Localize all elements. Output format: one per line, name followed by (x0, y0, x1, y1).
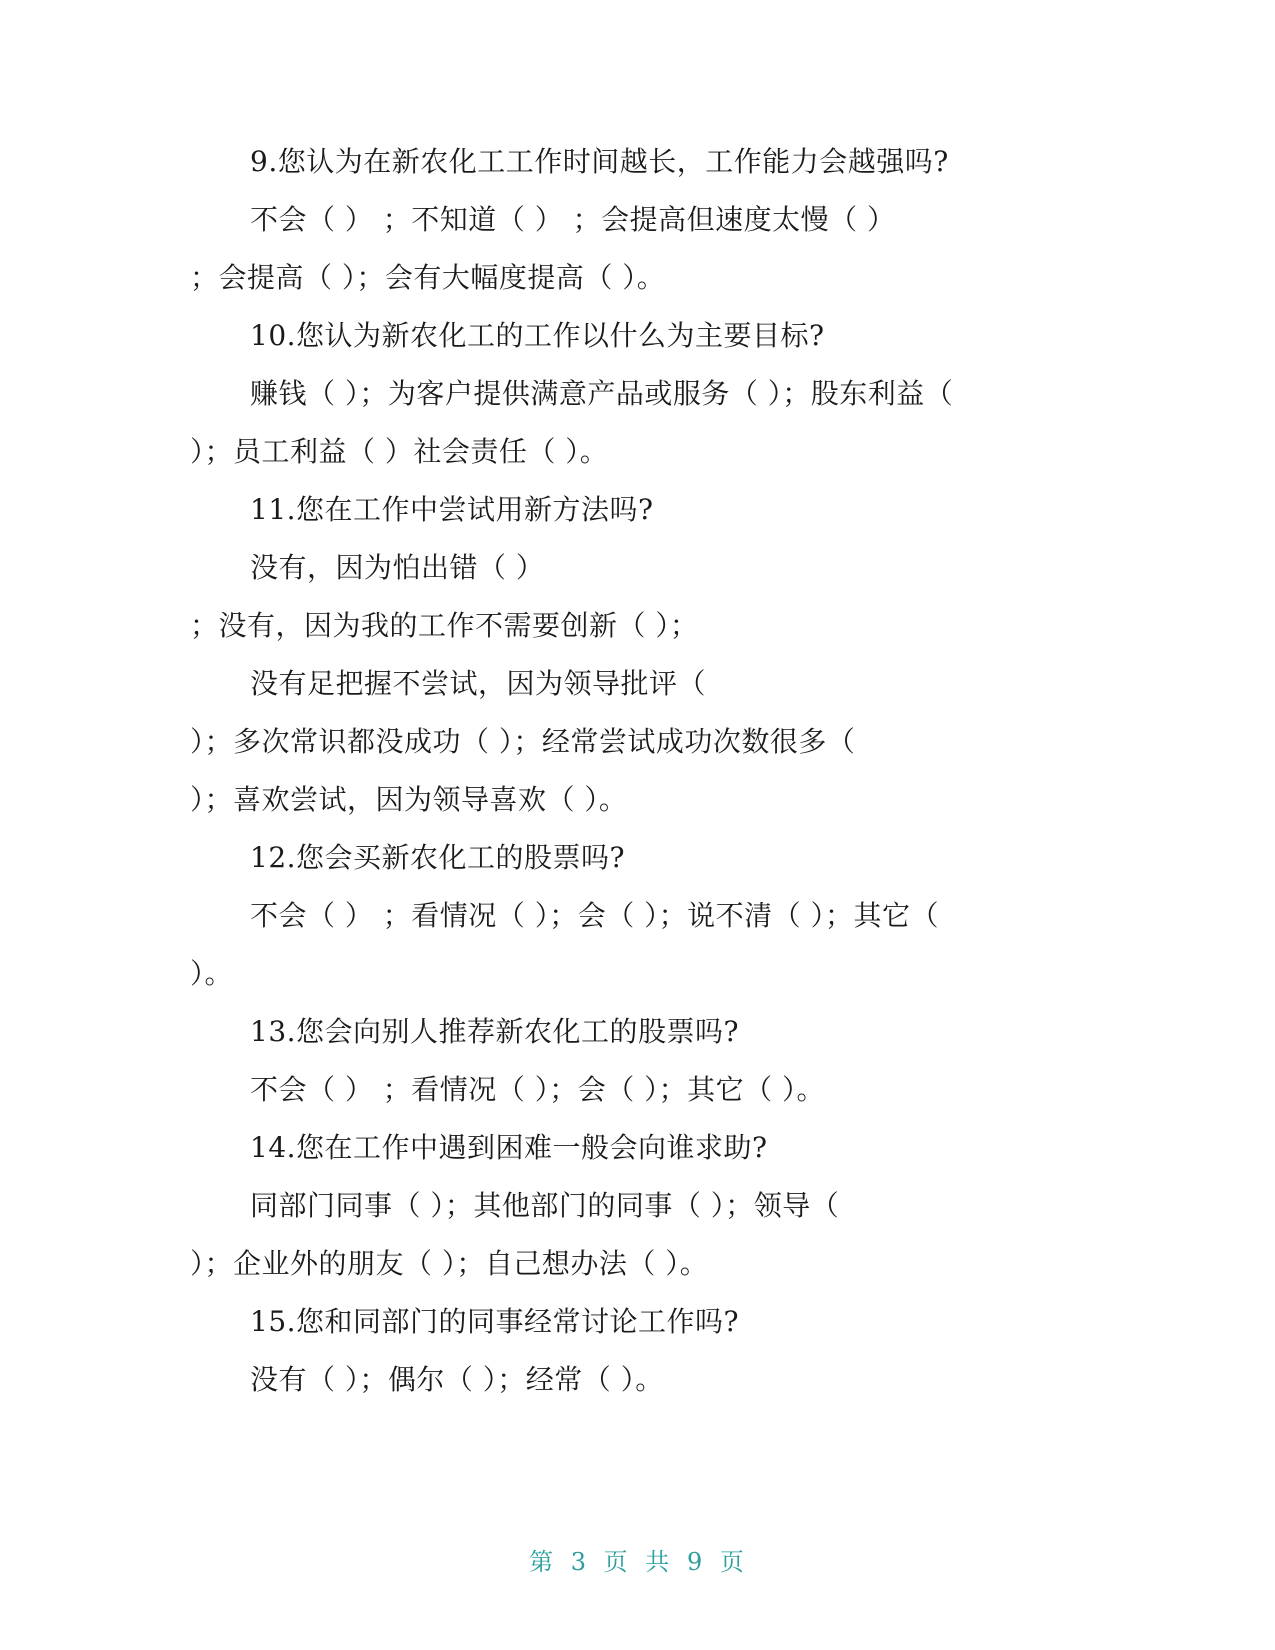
question-9-options-cont: ；会提高（ ）；会有大幅度提高（ ）。 (190, 261, 666, 294)
question-10-options-cont: ）；员工利益（ ）社会责任（ ）。 (190, 435, 609, 468)
page-footer: 第 3 页 共 9 页 (529, 1548, 746, 1576)
question-9-options: 不会（ ） ；不知道（ ） ；会提高但速度太慢（ ） (250, 203, 896, 236)
question-15-options: 没有（ ）；偶尔（ ）；经常（ ）。 (250, 1363, 664, 1396)
question-12: 12.您会买新农化工的股票吗? (250, 841, 626, 874)
question-15: 15.您和同部门的同事经常讨论工作吗? (250, 1305, 740, 1338)
question-11-options-cont-2: 没有足把握不尝试，因为领导批评（ (250, 667, 707, 700)
question-11-options: 没有，因为怕出错（ ） (250, 551, 545, 584)
question-10-options: 赚钱（ ）；为客户提供满意产品或服务（ ）；股东利益（ (250, 377, 954, 410)
question-13-options: 不会（ ） ；看情况（ ）；会（ ）；其它（ ）。 (250, 1073, 826, 1106)
question-11: 11.您在工作中尝试用新方法吗? (250, 493, 654, 526)
question-14-options: 同部门同事（ ）；其他部门的同事（ ）；领导（ (250, 1189, 840, 1222)
question-14: 14.您在工作中遇到困难一般会向谁求助? (250, 1131, 768, 1164)
question-13: 13.您会向别人推荐新农化工的股票吗? (250, 1015, 740, 1048)
question-11-options-cont: ；没有，因为我的工作不需要创新（ ）； (190, 609, 699, 642)
question-12-options: 不会（ ） ；看情况（ ）；会（ ）；说不清（ ）；其它（ (250, 899, 940, 932)
question-12-options-cont: ）。 (190, 957, 234, 990)
question-10: 10.您认为新农化工的工作以什么为主要目标? (250, 319, 825, 352)
question-11-options-cont-3: ）；多次常识都没成功（ ）；经常尝试成功次数很多（ (190, 725, 856, 758)
question-14-options-cont: ）；企业外的朋友（ ）；自己想办法（ ）。 (190, 1247, 709, 1280)
question-9: 9.您认为在新农化工工作时间越长，工作能力会越强吗? (250, 145, 949, 178)
question-11-options-cont-4: ）；喜欢尝试，因为领导喜欢（ ）。 (190, 783, 628, 816)
